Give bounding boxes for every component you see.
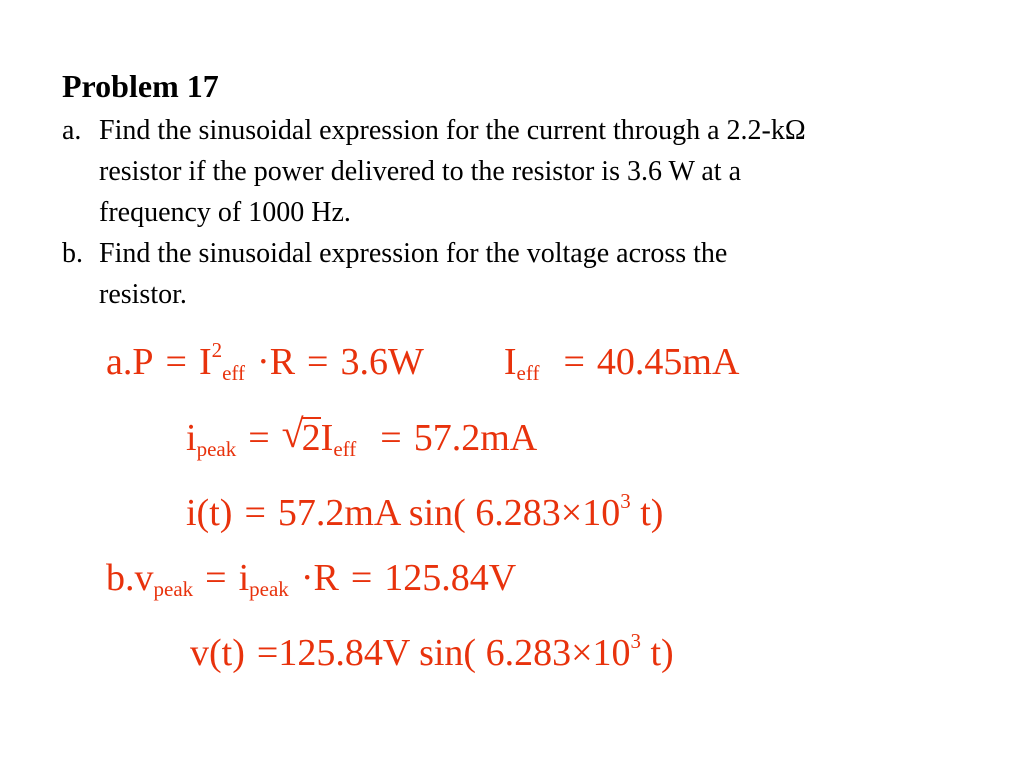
equation-i-peak: $i_{peak}$ = √ $2I_{eff} = 57.2mA$ <box>186 411 538 461</box>
part-b-line-1: Find the sinusoidal expression for the voltage across the <box>99 238 728 269</box>
part-a-line-3: frequency of 1000 Hz. <box>99 197 351 228</box>
part-b-label: b. <box>62 238 83 269</box>
problem-title: Problem 17 <box>62 68 219 104</box>
part-a-label: a. <box>62 115 82 146</box>
equation-power: $a.P = I^2_{eff} \cdot R = 3.6W$ $I_{eff} = 40.45mA$ <box>106 338 740 385</box>
equation-v-peak: $b.v_{peak} = i_{peak} \cdot R = 125.84V$ <box>106 557 517 601</box>
equation-v-t: v(t) =125.84V sin( $6.283\times 10^3$ t) <box>190 629 674 674</box>
part-a-line-2: resistor if the power delivered to the resistor is 3.6 W at a <box>99 156 742 187</box>
part-b-line-2: resistor. <box>99 279 187 310</box>
part-a-line-1: Find the sinusoidal expression for the current through a 2.2-kΩ <box>99 115 806 146</box>
square-root: √ 2 <box>281 411 321 459</box>
equation-i-t: i(t) = 57.2mA sin( $6.283\times 10^3$ t) <box>186 489 664 534</box>
